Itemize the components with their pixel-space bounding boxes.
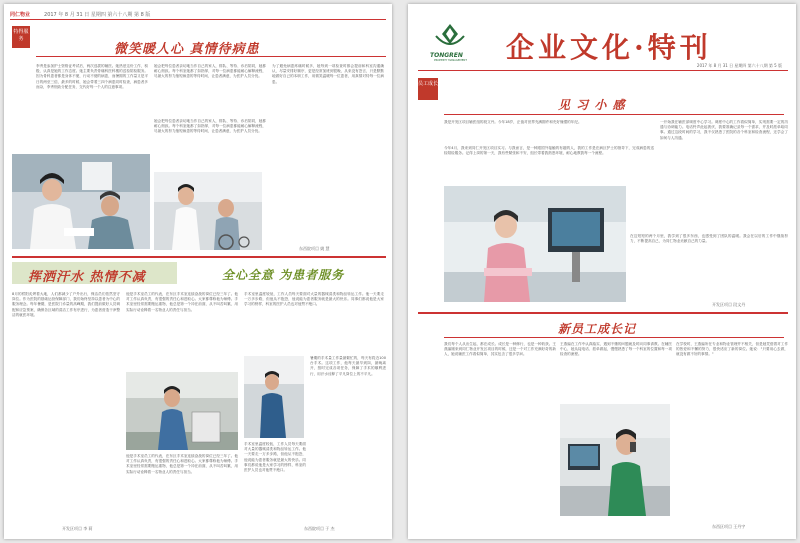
article-column-2b: 她会把每位患者亲切地当作自己的家人，排队、等待、诊后陪同，她都耐心细致。每个科室她都了如指掌，对每一位病患都能耐心解释流程，尽最大的努力缩短病患的等待时间，让患者满意，为医护人员分忧。: [154, 119, 266, 134]
article-title-2: 挥洒汗水 热情不减: [28, 270, 146, 285]
photo-staff-on-phone: [560, 404, 670, 516]
article2-column-1: 我们每个人从出生起，都在成长。成长是一种修行，也是一种收获。王燕编刚来到同仁物业开发区项目的时候，还是一个对工作充满好奇的新人，她说辅医工作看似简单，其实包含了很多学问。: [444, 342, 556, 357]
section-tag: 员工成长: [418, 78, 438, 100]
page-5: [408, 4, 796, 539]
article-byline: 开发区项目 段文丹: [712, 302, 746, 307]
article2-column-2b: 他是手术室员工的代表，在东区手术室连续奋战的岗位已经三年了。他对工作认真负责，有很强的责任心和进取心。大家都尊称他为师傅。手术室里经常需要搬运重物，他总是第一个冲在前面，从不叫苦叫累，用实际行动诠释着一名物业人的责任与担当。: [126, 454, 238, 474]
article2-byline: 东西区项目 王丹宇: [712, 524, 746, 529]
article2-column-2: 他是手术室员工的代表，在东区手术室连续奋战的岗位已经三年了。他对工作认真负责，有很强的责任心和进取心。大家都尊称他为师傅。手术室里经常需要搬运重物，他总是第一个冲在前面，从不叫苦叫累，用实际行动诠释着一名物业人的责任与担当。: [126, 292, 238, 312]
article2-byline: 开发区项目 李 莉: [62, 526, 93, 531]
article-lead: 我是开发区项目辅医组的段文丹。今年18岁，正值对世界充满期许和充好憧憬的年纪。: [444, 120, 582, 124]
article3-column-2: 暑期的手术量工作量最繁忙的，每天有将近100台手术。这项工作，他每天最早到岗，最晚离开，按时完成各项任务，保障了手术的顺利进行，用汗水诠释了平凡岗位上的不平凡。: [310, 356, 386, 376]
title-rule: [444, 114, 784, 115]
article-column-2: 一开始我在辅医部调度中心学习。调度中心的工作看似简单，实则需要一定的沟通与协调能力。电话铃声此起彼伏，我要准确记录每一个需求，并及时派单给同事。通过这段时间的学习，我不仅熟悉了医院的各个科室和检查流程，还学会了如何与人沟通。: [660, 120, 788, 140]
photo-wheelchair: [154, 172, 262, 250]
article3-column-1b: 手术室里温度较低，工作人员每天要面对大量的器械清洗和物品转运工作。他一天要走一万多步路，但他从不抱怨，他说能为患者服务就是最大的快乐。同事们都说他是大家学习的榜样，科室的医护人员也对他赞不绝口。: [244, 442, 306, 473]
masthead-title: 企业文化·特刊: [506, 31, 712, 64]
article-column-1: 李秀是参加护士资格证考试后，两次选拔的辅医。她热爱这份工作，积极、认真是她的工作态度。她主要负责骨痛科医科楼的送检陪检服务。因为骨科患者都是身体不便，行动不便的病患，而暑期的工作量又是平日的两至三倍，最多的时候，她会带着三四个病患同时检查，病患者多而杂，李秀细致分配任务，交代好每一个人的注意事项。: [36, 64, 148, 89]
article3-column-1: 手术室里温度较低，工作人员每天要面对大量的器械清洗和物品转运工作。他一天要走一万多步路，但他从不抱怨，他说能为患者服务就是最大的快乐。同事们都说他是大家学习的榜样，科室的医护人员也对他赞不绝口。: [244, 292, 384, 307]
article-title: 微笑暖人心 真情待病患: [114, 42, 260, 57]
photo-nurse-patient: [12, 154, 150, 249]
article-column-2: 她会把每位患者亲切地当作自己的家人，排队、等待、诊后陪同，她都耐心细致。每个科室她都了如指掌，对每一位病患都能耐心解释流程，尽最大的努力缩短病患的等待时间，让患者满意，为医护人员分忧。: [154, 64, 266, 79]
section-tag: 特得服务: [12, 26, 30, 48]
page-header: [10, 10, 386, 20]
article2-column-2: 王燕编在工作中认真踏实，遇到不懂的问题就及时向同事请教。在辅医中心，她从接电话、派单做起，慢慢熟悉了每一个科室的位置和每一项检查的流程。: [560, 342, 672, 357]
article-column-1: 今年4月，我来到同仁开发区项目实习。与我而言，是一种跟国外接触的有趣的人，我的工作是在病区护士的指导下，完成病患的送检陪检服务。记得上岗的第一天，我有些紧张和不安，组长带着我熟悉环境，耐心地教我每一个流程。: [444, 146, 654, 156]
photo-hallway-staff: [126, 372, 238, 450]
article2-column-1: 8月的骄阳炙烤着大地，人们都减少了户外出行，保洁员们依然坚守岗位。作为医院的基础运营保障部门，我们始终坚持以患者为中心的服务理念。每年暑期，是医院门诊量的高峰期，我们提前做好人员调配和应急预案，确保各区域的清洁工作有序进行，为患者营造干净整洁的就医环境。: [12, 292, 120, 317]
masthead-date: 2017 年 8 月 31 日 星期四 第六十八期 第 5 版: [696, 63, 782, 68]
article-column-3: 为了避免病患疼痛时候多，她每到一项检查时都会提前和科室沟通确认，尽量安排好顺序，更是经常加班到很晚，从来没有怨言，只是默默地做好自己的本职工作，用微笑温暖每一位患者，用真情对待每一位病患。: [272, 64, 384, 84]
section-divider: [418, 312, 788, 314]
article-column-3: 在这短短的两个月里，我学到了很多东西，也感受到了团队的温暖。我会在以后的工作中继续努力，不断提高自己，为同仁物业贡献自己的力量。: [630, 234, 788, 244]
article-title-2: 新员工成长记: [558, 322, 637, 336]
article-title-3: 全心全意 为患者服务: [222, 268, 345, 282]
masthead: [428, 22, 786, 66]
masthead-rule: [418, 70, 788, 71]
photo-trainee-nurse: [444, 186, 626, 302]
title-rule-2: [444, 337, 784, 338]
article-title: 见 习 小 感: [558, 98, 626, 112]
header-date: 2017 年 8 月 31 日 星期四 第六十八期 第 8 版: [44, 12, 151, 18]
article-byline: 东西院项目 姚 慧: [299, 246, 330, 251]
article3-byline: 东西院项目 于 杰: [304, 526, 335, 531]
section-divider: [12, 256, 386, 258]
photo-staff-cart: [244, 356, 304, 438]
article2-column-3: 在学校时，王燕编所在专业和物业管理并不相关，但是她凭借着对工作的热爱和不懈的努力，很快适应了新的岗位。她说："只要用心去做，就没有做不好的事情。": [676, 342, 788, 357]
logo-subtitle: PROPERTY MANAGEMENT: [434, 59, 467, 62]
title-rule: [36, 56, 386, 57]
logo-name: TONGREN: [430, 52, 463, 59]
header-brand: 同仁物业: [10, 12, 31, 18]
page-8: [4, 4, 392, 539]
